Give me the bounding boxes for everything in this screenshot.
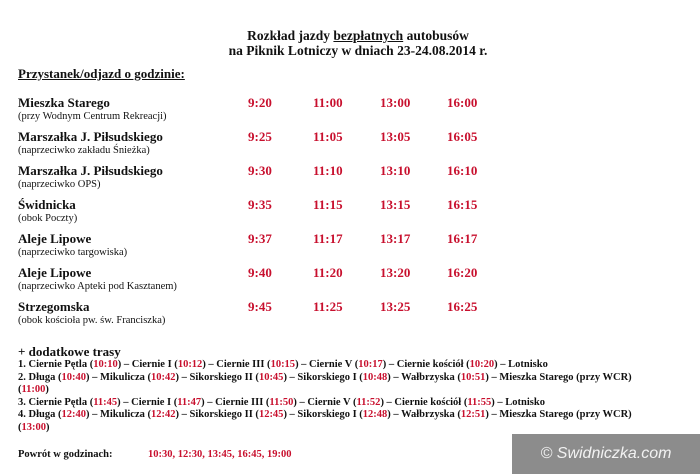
departure-time: 16:25 [447,299,478,314]
departure-time: 9:20 [248,95,272,110]
route-stop-text: ) – Ciernie I ( [117,396,178,408]
route-time: 12:42 [151,409,176,420]
departure-time: 16:15 [447,197,478,212]
extra-route-line [18,384,698,397]
route-time: 10:10 [93,359,118,370]
route-time: 10:20 [469,359,495,370]
stop-description: (obok Poczty) [18,213,78,224]
departure-time: 13:00 [380,95,411,110]
departure-time: 16:10 [447,163,478,178]
route-stop-text: ) – Wałbrzyska ( [387,371,461,383]
stop-description: (naprzeciwko targowiska) [18,247,128,258]
extra-routes-title: + dodatkowe trasy [18,344,121,359]
departure-time: 11:15 [313,197,343,212]
route-stop-text: ) – Sikorskiego I ( [283,371,363,383]
stop-description: (naprzeciwko Apteki pod Kasztanem) [18,281,177,292]
route-stop-text: ) – Sikorskiego I ( [283,409,363,420]
extra-route-line [18,422,698,435]
extra-route-line [18,359,698,372]
departure-time: 11:17 [313,231,343,246]
stop-name: Aleje Lipowe [18,265,92,280]
extra-route-line [18,372,698,385]
route-time: 10:48 [362,371,388,383]
stop-name: Świdnicka [18,197,76,212]
departure-time: 11:20 [313,265,343,280]
stop-name: Strzegomska [18,299,90,314]
stop-row [18,197,698,231]
route-stop-text: 1. Ciernie Pętla ( [18,359,94,370]
title-text-post: autobusów [403,28,469,43]
route-stop-text: ) – Ciernie V ( [295,359,359,370]
route-stop-text: ) – Ciernie kościół ( [382,359,470,370]
stop-row [18,129,698,163]
route-time: 10:42 [151,371,176,383]
route-stop-text: ) [46,421,50,433]
departure-time: 11:05 [313,129,343,144]
return-label: Powrót w godzinach: [18,449,113,460]
return-times: 10:30, 12:30, 13:45, 16:45, 19:00 [148,449,292,460]
departure-time: 9:30 [248,163,272,178]
route-time: 10:12 [177,359,203,370]
departure-time: 13:15 [380,197,411,212]
departure-time: 11:10 [313,163,343,178]
route-time: 11:50 [269,396,294,408]
stop-description: (obok kościoła pw. św. Franciszka) [18,315,166,326]
departure-time: 13:17 [380,231,411,246]
route-stop-text: ) – Lotnisko [491,396,545,408]
extra-route-line [18,409,698,422]
departure-time: 9:45 [248,299,272,314]
route-stop-text: ( [18,384,22,395]
route-stop-text: ) [45,384,49,395]
stop-row [18,95,698,129]
stops-subheading: Przystanek/odjazd o godzinie: [18,66,185,81]
stop-description: (przy Wodnym Centrum Rekreacji) [18,111,167,122]
route-stop-text: ( [18,421,22,433]
route-stop-text: ) – Sikorskiego II ( [175,409,259,420]
route-time: 12:40 [61,409,86,420]
route-time: 12:45 [258,409,284,420]
stop-name: Aleje Lipowe [18,231,92,246]
stop-description: (naprzeciwko zakładu Śnieżka) [18,145,150,156]
route-time: 10:17 [358,359,383,370]
stop-row [18,265,698,299]
departure-time: 13:20 [380,265,411,280]
departure-time: 9:25 [248,129,272,144]
route-time: 13:00 [21,421,46,433]
route-time: 10:40 [61,371,86,383]
route-stop-text: 3. Ciernie Pętla ( [18,396,94,408]
route-stop-text: ) – Ciernie III ( [202,359,271,370]
route-time: 10:51 [460,371,486,383]
route-stop-text: 2. Długa ( [18,371,62,383]
departure-time: 16:05 [447,129,478,144]
route-stop-text: ) – Sikorskiego II ( [175,371,259,383]
departure-time: 16:17 [447,231,478,246]
departure-time: 16:00 [447,95,478,110]
departure-time: 13:05 [380,129,411,144]
route-time: 10:15 [270,359,296,370]
route-stop-text: ) – Wałbrzyska ( [387,409,461,420]
departure-time: 11:25 [313,299,343,314]
departure-time: 13:10 [380,163,411,178]
route-time: 11:55 [467,396,492,408]
route-time: 11:00 [21,384,46,395]
route-time: 12:51 [460,409,486,420]
route-stop-text: ) – Ciernie kościół ( [380,396,468,408]
route-time: 11:45 [93,396,118,408]
departure-time: 11:00 [313,95,343,110]
departure-time: 9:35 [248,197,272,212]
stop-row [18,299,698,333]
route-stop-text: ) – Ciernie III ( [201,396,270,408]
route-stop-text: ) – Mikulicza ( [85,371,151,383]
route-stop-text: 4. Długa ( [18,409,62,420]
extra-route-line [18,397,698,410]
route-stop-text: ) – Ciernie I ( [117,359,178,370]
title-line-2: na Piknik Lotniczy w dniach 23-24.08.2014 r. [228,43,488,58]
stop-row [18,231,698,265]
route-stop-text: ) – Lotnisko [494,359,548,370]
stop-name: Marszałka J. Piłsudskiego [18,129,163,144]
route-stop-text: ) – Mikulicza ( [85,409,151,420]
stop-description: (naprzeciwko OPS) [18,179,101,190]
route-time: 12:48 [362,409,388,420]
departure-time: 13:25 [380,299,411,314]
stop-name: Mieszka Starego [18,95,110,110]
title-text-underlined: bezpłatnych [333,28,404,43]
departure-time: 9:37 [248,231,272,246]
route-stop-text: ) – Ciernie V ( [293,396,357,408]
route-time: 11:52 [356,396,381,408]
title-line-1 [8,28,700,44]
stop-row [18,163,698,197]
route-time: 11:47 [177,396,202,408]
title-text-pre: Rozkład jazdy [247,28,334,43]
route-time: 10:45 [258,371,284,383]
watermark-logo: © Swidniczka.com [512,434,700,474]
departure-time: 9:40 [248,265,272,280]
departure-time: 16:20 [447,265,478,280]
stop-name: Marszałka J. Piłsudskiego [18,163,163,178]
route-stop-text: ) – Mieszka Starego (przy WCR) [485,409,632,420]
route-stop-text: ) – Mieszka Starego (przy WCR) [485,371,632,383]
